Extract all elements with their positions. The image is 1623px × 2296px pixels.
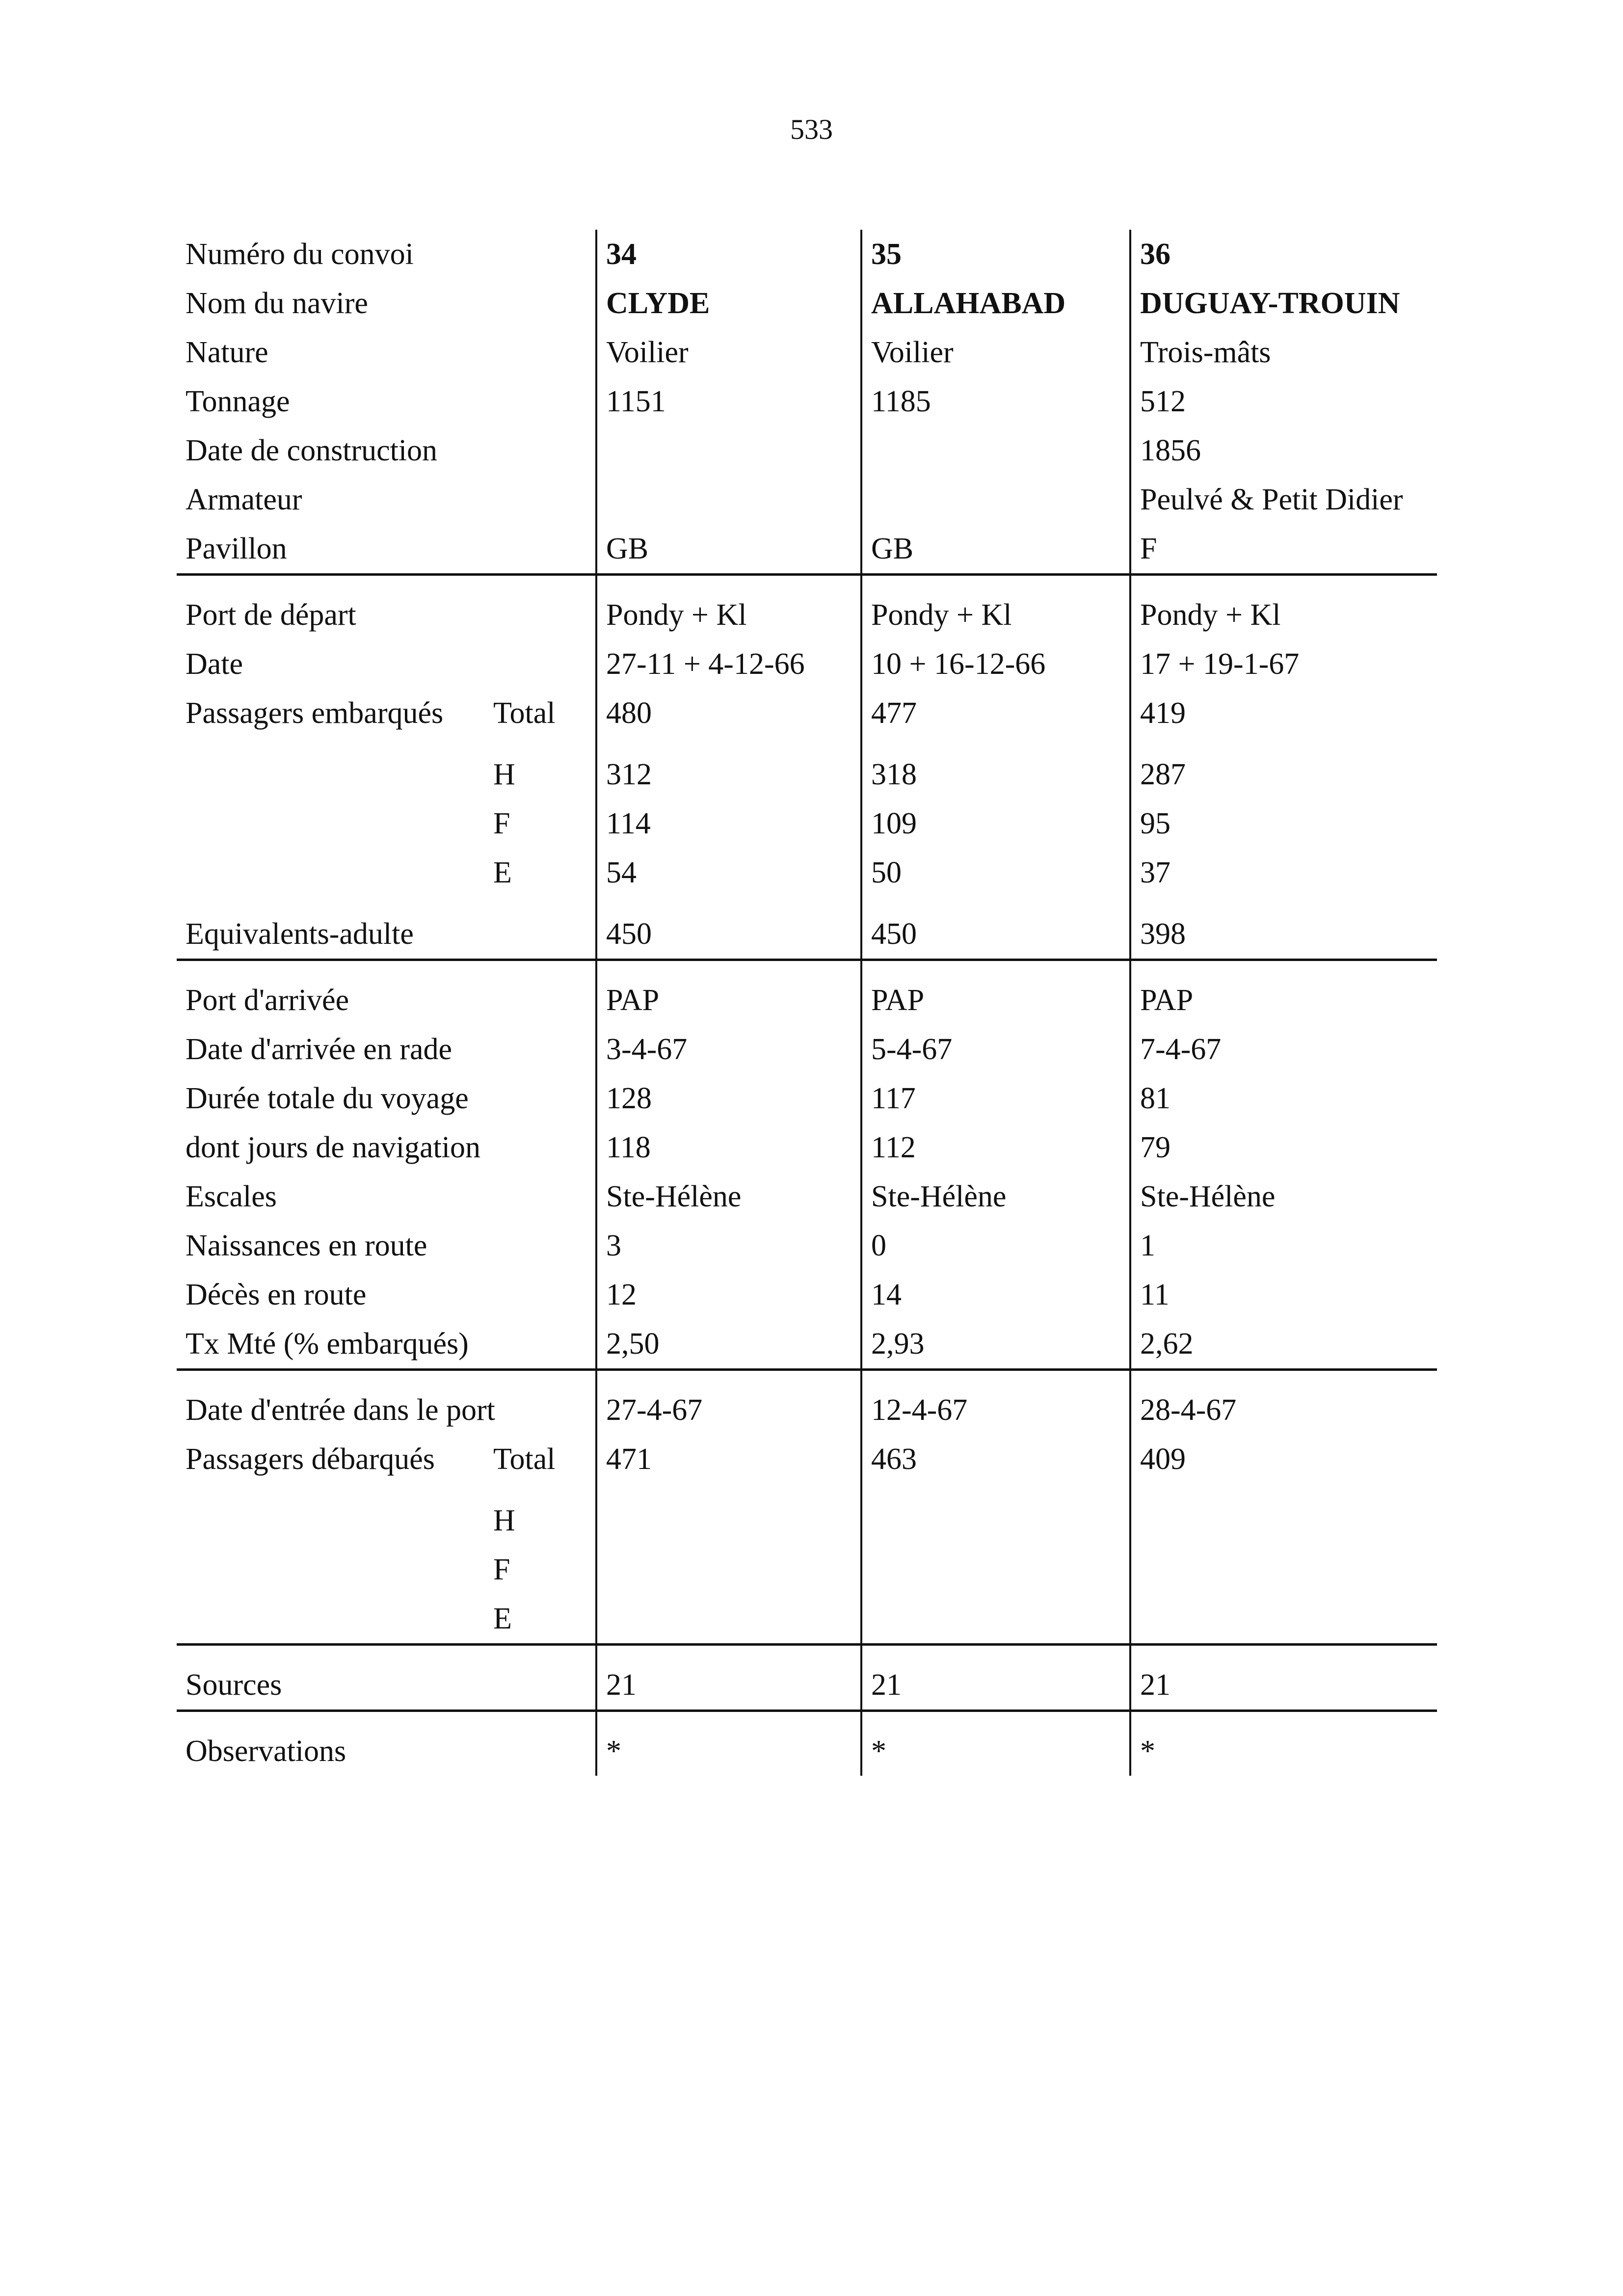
table-row bbox=[177, 475, 1437, 524]
convoy-2-cell: 477 bbox=[861, 689, 1130, 738]
convoy-2-cell: 112 bbox=[861, 1123, 1130, 1172]
convoy-2-cell: 10 + 16-12-66 bbox=[861, 640, 1130, 689]
table-row bbox=[177, 524, 1437, 575]
table-row bbox=[177, 1172, 1437, 1221]
row-sublabel: Total bbox=[493, 696, 556, 730]
convoy-3-cell: 1856 bbox=[1130, 426, 1437, 475]
table-row bbox=[177, 1319, 1437, 1370]
table-row bbox=[177, 738, 1437, 799]
convoy-2-cell: 14 bbox=[861, 1270, 1130, 1319]
convoy-1-cell bbox=[596, 1545, 861, 1594]
convoy-2-cell: 12-4-67 bbox=[861, 1370, 1130, 1435]
convoy-1-cell: 471 bbox=[596, 1435, 861, 1484]
table-row bbox=[177, 1123, 1437, 1172]
convoy-1-cell: 480 bbox=[596, 689, 861, 738]
row-label: dont jours de navigation bbox=[186, 1131, 480, 1164]
convoy-1-cell: 1151 bbox=[596, 377, 861, 426]
row-sublabel bbox=[493, 640, 596, 689]
convoy-2-cell bbox=[861, 1484, 1130, 1545]
convoy-2-cell: 109 bbox=[861, 799, 1130, 848]
row-sublabel bbox=[493, 575, 596, 640]
convoy-1-cell: 12 bbox=[596, 1270, 861, 1319]
table-row bbox=[177, 230, 1437, 279]
convoy-1-cell: 27-11 + 4-12-66 bbox=[596, 640, 861, 689]
table-row bbox=[177, 1025, 1437, 1074]
row-label: Pavillon bbox=[186, 532, 287, 565]
table-row bbox=[177, 689, 1437, 738]
table-row bbox=[177, 1270, 1437, 1319]
row-sublabel bbox=[493, 960, 596, 1025]
row-sublabel bbox=[493, 1645, 596, 1711]
convoy-2-cell: 450 bbox=[861, 897, 1130, 960]
row-sublabel bbox=[493, 279, 596, 328]
page-number: 533 bbox=[790, 113, 833, 145]
row-sublabel: F bbox=[493, 807, 510, 840]
convoy-3-cell: 7-4-67 bbox=[1130, 1025, 1437, 1074]
convoy-1-cell: CLYDE bbox=[596, 279, 861, 328]
row-label: Nature bbox=[186, 336, 268, 369]
row-sublabel bbox=[493, 1270, 596, 1319]
convoy-1-cell: 3-4-67 bbox=[596, 1025, 861, 1074]
row-sublabel bbox=[493, 1221, 596, 1270]
table-row bbox=[177, 1594, 1437, 1645]
convoy-3-cell: 409 bbox=[1130, 1435, 1437, 1484]
convoy-2-cell bbox=[861, 475, 1130, 524]
convoy-1-cell: 2,50 bbox=[596, 1319, 861, 1370]
convoy-2-cell: 2,93 bbox=[861, 1319, 1130, 1370]
convoy-3-cell: F bbox=[1130, 524, 1437, 575]
convoy-3-cell: Trois-mâts bbox=[1130, 328, 1437, 377]
row-sublabel bbox=[493, 328, 596, 377]
row-label: Observations bbox=[177, 1711, 493, 1776]
convoy-2-cell: 318 bbox=[861, 738, 1130, 799]
row-label: Passagers embarqués bbox=[186, 696, 444, 730]
row-sublabel bbox=[493, 897, 596, 960]
row-label: Nom du navire bbox=[186, 287, 368, 320]
convoy-2-cell: 0 bbox=[861, 1221, 1130, 1270]
row-label: Passagers débarqués bbox=[186, 1442, 435, 1476]
convoy-2-cell: Voilier bbox=[861, 328, 1130, 377]
convoy-3-cell: 11 bbox=[1130, 1270, 1437, 1319]
convoy-2-cell: 1185 bbox=[861, 377, 1130, 426]
convoy-3-cell: 2,62 bbox=[1130, 1319, 1437, 1370]
convoy-2-cell: Ste-Hélène bbox=[861, 1172, 1130, 1221]
convoy-1-cell: Voilier bbox=[596, 328, 861, 377]
row-label: Décès en route bbox=[186, 1278, 367, 1311]
row-sublabel bbox=[493, 1025, 596, 1074]
row-label bbox=[177, 1594, 493, 1645]
convoy-1-cell: GB bbox=[596, 524, 861, 575]
table-row bbox=[177, 640, 1437, 689]
row-label: Equivalents-adulte bbox=[186, 917, 414, 951]
row-label: Durée totale du voyage bbox=[186, 1082, 469, 1115]
table-row bbox=[177, 1484, 1437, 1545]
convoy-3-cell: 419 bbox=[1130, 689, 1437, 738]
convoy-3-cell bbox=[1130, 1484, 1437, 1545]
table-row bbox=[177, 1645, 1437, 1711]
row-label bbox=[177, 1484, 493, 1545]
row-label: Naissances en route bbox=[186, 1229, 427, 1262]
convoy-3-cell: DUGUAY-TROUIN bbox=[1130, 279, 1437, 328]
convoy-1-cell: PAP bbox=[596, 960, 861, 1025]
convoy-2-cell: * bbox=[861, 1711, 1130, 1776]
row-sublabel bbox=[493, 426, 596, 475]
row-label: Date de construction bbox=[186, 434, 438, 467]
table-row bbox=[177, 960, 1437, 1025]
convoy-2-cell: Pondy + Kl bbox=[861, 575, 1130, 640]
row-sublabel bbox=[493, 524, 596, 575]
row-label bbox=[177, 799, 493, 848]
convoy-2-cell: 50 bbox=[861, 848, 1130, 897]
row-sublabel bbox=[493, 230, 596, 279]
convoy-2-cell bbox=[861, 1594, 1130, 1645]
convoy-3-cell: 1 bbox=[1130, 1221, 1437, 1270]
table-row bbox=[177, 848, 1437, 897]
convoy-2-cell: 5-4-67 bbox=[861, 1025, 1130, 1074]
convoy-3-cell: 512 bbox=[1130, 377, 1437, 426]
row-sublabel bbox=[493, 1319, 596, 1370]
convoy-2-cell: 463 bbox=[861, 1435, 1130, 1484]
row-label: Date bbox=[186, 647, 243, 681]
table-row bbox=[177, 1545, 1437, 1594]
convoy-3-cell: Peulvé & Petit Didier bbox=[1130, 475, 1437, 524]
row-sublabel bbox=[493, 475, 596, 524]
table-row bbox=[177, 328, 1437, 377]
convoy-3-cell: 95 bbox=[1130, 799, 1437, 848]
convoy-1-cell: 118 bbox=[596, 1123, 861, 1172]
convoy-1-cell: Ste-Hélène bbox=[596, 1172, 861, 1221]
convoy-2-cell: 21 bbox=[861, 1645, 1130, 1711]
row-sublabel: H bbox=[493, 758, 515, 791]
convoy-table bbox=[177, 230, 1437, 1776]
row-sublabel bbox=[493, 1711, 596, 1776]
convoy-1-cell: 128 bbox=[596, 1074, 861, 1123]
convoy-1-cell: 21 bbox=[596, 1645, 861, 1711]
table-row bbox=[177, 426, 1437, 475]
convoy-3-cell: 79 bbox=[1130, 1123, 1437, 1172]
row-sublabel: E bbox=[493, 1602, 512, 1635]
row-sublabel: E bbox=[493, 856, 512, 889]
convoy-3-cell: 287 bbox=[1130, 738, 1437, 799]
convoy-2-cell bbox=[861, 1545, 1130, 1594]
convoy-1-cell: 34 bbox=[596, 230, 861, 279]
table-body bbox=[177, 230, 1437, 1776]
convoy-3-cell bbox=[1130, 1545, 1437, 1594]
table-row bbox=[177, 377, 1437, 426]
row-sublabel bbox=[493, 1370, 596, 1435]
row-sublabel bbox=[493, 1123, 596, 1172]
convoy-3-cell: 36 bbox=[1130, 230, 1437, 279]
row-label: Date d'arrivée en rade bbox=[186, 1033, 452, 1066]
row-sublabel bbox=[493, 377, 596, 426]
convoy-2-cell: GB bbox=[861, 524, 1130, 575]
convoy-1-cell: 27-4-67 bbox=[596, 1370, 861, 1435]
convoy-1-cell bbox=[596, 475, 861, 524]
convoy-3-cell: 398 bbox=[1130, 897, 1437, 960]
table-row bbox=[177, 1711, 1437, 1776]
convoy-1-cell: Pondy + Kl bbox=[596, 575, 861, 640]
row-label: Escales bbox=[186, 1180, 277, 1213]
convoy-1-cell: * bbox=[596, 1711, 861, 1776]
row-sublabel bbox=[493, 1172, 596, 1221]
convoy-2-cell: PAP bbox=[861, 960, 1130, 1025]
row-label bbox=[177, 848, 493, 897]
convoy-1-cell bbox=[596, 426, 861, 475]
convoy-3-cell: Pondy + Kl bbox=[1130, 575, 1437, 640]
convoy-2-cell: ALLAHABAD bbox=[861, 279, 1130, 328]
row-sublabel: H bbox=[493, 1504, 515, 1537]
row-sublabel bbox=[493, 1074, 596, 1123]
row-label: Tx Mté (% embarqués) bbox=[186, 1327, 469, 1361]
convoy-3-cell: 28-4-67 bbox=[1130, 1370, 1437, 1435]
convoy-3-cell: 17 + 19-1-67 bbox=[1130, 640, 1437, 689]
row-label: Numéro du convoi bbox=[186, 238, 414, 271]
convoy-1-cell bbox=[596, 1484, 861, 1545]
table-row bbox=[177, 575, 1437, 640]
convoy-3-cell: Ste-Hélène bbox=[1130, 1172, 1437, 1221]
convoy-3-cell: 37 bbox=[1130, 848, 1437, 897]
row-sublabel: F bbox=[493, 1553, 510, 1586]
row-sublabel: Total bbox=[493, 1442, 556, 1476]
convoy-2-cell: 35 bbox=[861, 230, 1130, 279]
row-label: Port de départ bbox=[177, 575, 493, 640]
row-label: Date d'entrée dans le port bbox=[177, 1370, 493, 1435]
convoy-1-cell: 114 bbox=[596, 799, 861, 848]
convoy-3-cell bbox=[1130, 1594, 1437, 1645]
convoy-2-cell: 117 bbox=[861, 1074, 1130, 1123]
row-label: Tonnage bbox=[186, 385, 290, 418]
table-row bbox=[177, 1074, 1437, 1123]
row-label: Port d'arrivée bbox=[177, 960, 493, 1025]
table-row bbox=[177, 279, 1437, 328]
table-row bbox=[177, 799, 1437, 848]
convoy-3-cell: * bbox=[1130, 1711, 1437, 1776]
convoy-1-cell bbox=[596, 1594, 861, 1645]
row-label bbox=[177, 738, 493, 799]
convoy-2-cell bbox=[861, 426, 1130, 475]
convoy-3-cell: 21 bbox=[1130, 1645, 1437, 1711]
row-label: Armateur bbox=[186, 483, 302, 516]
table-row bbox=[177, 897, 1437, 960]
convoy-1-cell: 450 bbox=[596, 897, 861, 960]
table-row bbox=[177, 1221, 1437, 1270]
table-row bbox=[177, 1370, 1437, 1435]
convoy-3-cell: 81 bbox=[1130, 1074, 1437, 1123]
convoy-1-cell: 3 bbox=[596, 1221, 861, 1270]
row-label: Sources bbox=[177, 1645, 493, 1711]
convoy-1-cell: 54 bbox=[596, 848, 861, 897]
convoy-3-cell: PAP bbox=[1130, 960, 1437, 1025]
convoy-1-cell: 312 bbox=[596, 738, 861, 799]
row-label bbox=[177, 1545, 493, 1594]
table-row bbox=[177, 1435, 1437, 1484]
